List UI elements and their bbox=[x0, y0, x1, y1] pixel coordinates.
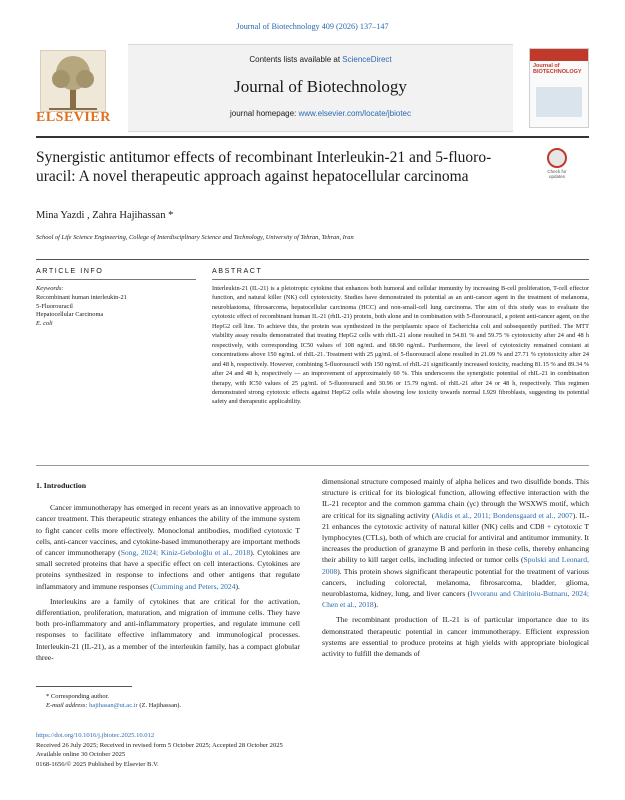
footnote bbox=[36, 692, 336, 710]
citation-link[interactable]: Spolski and Leonard, 2008 bbox=[322, 555, 590, 576]
doi-link[interactable]: https://doi.org/10.1016/j.jbiotec.2025.10.012 bbox=[36, 732, 155, 739]
contents-prefix: Contents lists available at bbox=[249, 55, 343, 64]
journal-masthead bbox=[36, 44, 589, 130]
elsevier-logo[interactable] bbox=[36, 50, 111, 126]
section-rule bbox=[36, 259, 589, 260]
footnote-rule bbox=[36, 686, 132, 687]
elsevier-wordmark: ELSEVIER bbox=[36, 110, 111, 125]
keyword-item: 5-Fluorouracil bbox=[36, 302, 73, 310]
cover-title: Journal of BIOTECHNOLOGY bbox=[533, 63, 582, 76]
header-rule bbox=[36, 136, 589, 138]
homepage-prefix: journal homepage: bbox=[230, 109, 299, 118]
intro-p1-text-b: ). Cytokines are small secreted proteins that have a specific effect on cell interactions. Cytokines are proteins synthesized in response to infections and other antigens that regulate inflammatory and immune responses ( bbox=[36, 548, 300, 591]
citation-link[interactable]: Akdis et al., 2011; Bondensgaard et al., 2007 bbox=[434, 510, 573, 520]
author-affiliation: School of Life Science Engineering, College of Interdisciplinary Science and Technology, University of Tehran, Tehran, Iran bbox=[36, 234, 354, 241]
keywords-block bbox=[36, 285, 196, 329]
introduction-heading: 1. Introduction bbox=[36, 481, 87, 490]
intro-p3-text-b: ). IL-21 enhances the cytotoxic activity of natural killer (NK) cells and CD8 + cytotoxic T lymphocytes (CTLs), both of which are crucial for antiviral and antitumor immunity. It increases the production of granzyme B and perforin in these cells, thereby enhancing their ability to kill target cells, including infected or tumor cells ( bbox=[322, 510, 590, 565]
article-info-rule bbox=[36, 279, 196, 280]
intro-paragraph-3 bbox=[322, 476, 589, 610]
intro-p3-text-d: ). bbox=[373, 600, 379, 610]
body-column-right bbox=[322, 476, 589, 663]
journal-cover-thumbnail[interactable] bbox=[529, 48, 589, 128]
journal-homepage-link[interactable]: www.elsevier.com/locate/jbiotec bbox=[298, 109, 411, 118]
keywords-label: Keywords: bbox=[36, 285, 64, 292]
journal-title: Journal of Biotechnology bbox=[234, 77, 407, 96]
intro-p1-text-c: ). bbox=[235, 581, 240, 591]
email-link[interactable]: hajihasan@ut.ac.ir bbox=[89, 702, 138, 709]
masthead-banner bbox=[128, 44, 513, 132]
copyright-line: 0168-1656/© 2025 Published by Elsevier B.V. bbox=[36, 760, 159, 768]
abstract-bottom-rule bbox=[36, 465, 589, 466]
keyword-item: Recombinant human interleukin-21 bbox=[36, 293, 127, 301]
cover-header-band bbox=[530, 49, 588, 61]
available-online: Available online 30 October 2025 bbox=[36, 751, 126, 758]
crossmark-icon bbox=[547, 148, 567, 168]
contents-line bbox=[128, 55, 513, 64]
intro-p3-text-a: dimensional structure composed mainly of alpha helices and two disulfide bonds. This structure is critical for its biological function, allowing effective interaction with the IL-21 receptor and the common gamma chain (γc) through the WSXWS motif, which are critical for its signaling activity ( bbox=[322, 477, 589, 520]
corresponding-author-note: * Corresponding author. bbox=[46, 693, 110, 700]
citation-link[interactable]: Song, 2024; Kiniz-Geboloğlu et al., 2018 bbox=[120, 548, 251, 558]
citation-link[interactable]: Cumming and Peters, 2024 bbox=[152, 581, 236, 591]
email-label: E-mail address: bbox=[46, 702, 90, 709]
abstract-text: Interleukin-21 (IL-21) is a pleiotropic cytokine that enhances both humoral and cellular immunity by increasing B-cell proliferation, T-cell effector function, and natural killer (NK) cell cytotoxicity. Studies have demonstrated its potential as an anti-cancer agent in the treatment of melanoma, neuroblastoma, fibrosarcoma, hepatocellular carcinoma (HCC) and non-small-cell lung carcinoma. The aim of this study was to evaluate the cytotoxic effect of recombinant human IL-21 (rhIL-21) protein, both alone and in combination with 5-fluorouracil, a potent anti-cancer agent, on the HepG2 cell line. To achieve this, the protein was synthesized in the periplasmic space of Escherichia coli and subsequently purified. The MTT viability assay results demonstrated that treating HepG2 cells with rhIL-21 alone resulted in 54.81 % and 59.75 % cytotoxicity after 24 and 48 h respectively, with corresponding IC50 values of 108 ng/mL and 68.90 ng/mL. Furthermore, the level of cytotoxicity remained constant at concentrations above 150 ng/mL of rhIL-21. Treatment with 25 μg/mL of 5-fluorouracil alone resulted in 21.09 % and 27.71 % cytotoxicity after 24 and 48 h, respectively. However, combining 5-fluorouracil with 150 ng/mL of rhIL-21 significantly increased toxicity, reaching 81.15 % and 89.34 % after 24 and 48 h, respectively — an improvement of approximately 60 %. This underscores the synergistic potential of rhIL-21 in combination therapy, with IC50 values of 25 μg/mL of 5-fluorouracil and 30.96 or 15.79 ng/mL of rhIL-21 after 24 or 48 h, respectively. This regimen demonstrated strong cytotoxic effects against HepG2 cells while showing low toxicity towards normal L929 fibroblasts, suggesting its potential safety and therapeutic applicability. bbox=[212, 285, 589, 406]
citation-link[interactable]: Ivvoranu and Chiritoiu-Butnaru, 2024; Chen et al., 2018 bbox=[322, 589, 590, 610]
sciencedirect-link[interactable]: ScienceDirect bbox=[342, 55, 392, 64]
email-suffix: (Z. Hajihassan). bbox=[137, 702, 182, 709]
cover-image bbox=[536, 87, 582, 117]
intro-paragraph-4: The recombinant production of IL-21 is of particular importance due to its demonstrated therapeutic potential in cancer immunotherapy. Efficient expression systems are essential to produce proteins at high yields with appropriate biological activity to fulfill the demands of bbox=[322, 615, 589, 659]
article-title: Synergistic antitumor effects of recombinant Interleukin-21 and 5-fluoro-uracil: A novel therapeutic approach against hepatocellular carcinoma bbox=[36, 149, 492, 185]
received-dates: Received 26 July 2025; Received in revised form 5 October 2025; Accepted 28 October 2025 bbox=[36, 741, 283, 749]
keyword-item: E. coli bbox=[36, 320, 53, 328]
author-list: Mina Yazdi , Zahra Hajihassan * bbox=[36, 210, 174, 221]
check-for-updates-badge[interactable] bbox=[542, 148, 572, 184]
intro-p1-text-a: Cancer immunotherapy has emerged in recent years as an innovative approach to cancer treatment. This therapeutic strategy enhances the ability of the immune system to fight cancer cells more effectively. Monoclonal antibodies, modified cytotoxic T cells, anti-cancer vaccines, and cytokine-based immunotherapy are important methods of cancer immunotherapy ( bbox=[36, 503, 300, 558]
article-info-heading: ARTICLE INFO bbox=[36, 266, 104, 275]
intro-paragraph-2: Interleukins are a family of cytokines that are critical for the activation, differentiation, proliferation, maturation, and migration of immune cells. They have both pro-inflammatory and anti-inflammatory properties, and regulate immune cell responses to facilitate effective inflammatory and immunological processes. Interleukin-21 (IL-21), as a member of the interleukin family, has a compact globular three- bbox=[36, 596, 300, 662]
abstract-heading: ABSTRACT bbox=[212, 266, 263, 275]
elsevier-tree-icon bbox=[40, 50, 106, 112]
crossmark-label: Check for updates bbox=[547, 169, 567, 179]
publication-info bbox=[36, 731, 436, 769]
homepage-line bbox=[128, 109, 513, 118]
keyword-item: Hepatocellular Carcinoma bbox=[36, 311, 104, 319]
abstract-rule bbox=[212, 279, 589, 280]
intro-p3-text-c: ). This protein shows significant therapeutic potential for the treatment of various cancers, including colorectal, melanoma, fibrosarcoma, bladder, glioma, neuroblastoma, kidney, lung, and liver cancers ( bbox=[322, 566, 589, 599]
journal-reference[interactable]: Journal of Biotechnology 409 (2026) 137–147 bbox=[236, 22, 389, 31]
intro-paragraph-1 bbox=[36, 502, 300, 592]
body-column-left bbox=[36, 480, 300, 667]
